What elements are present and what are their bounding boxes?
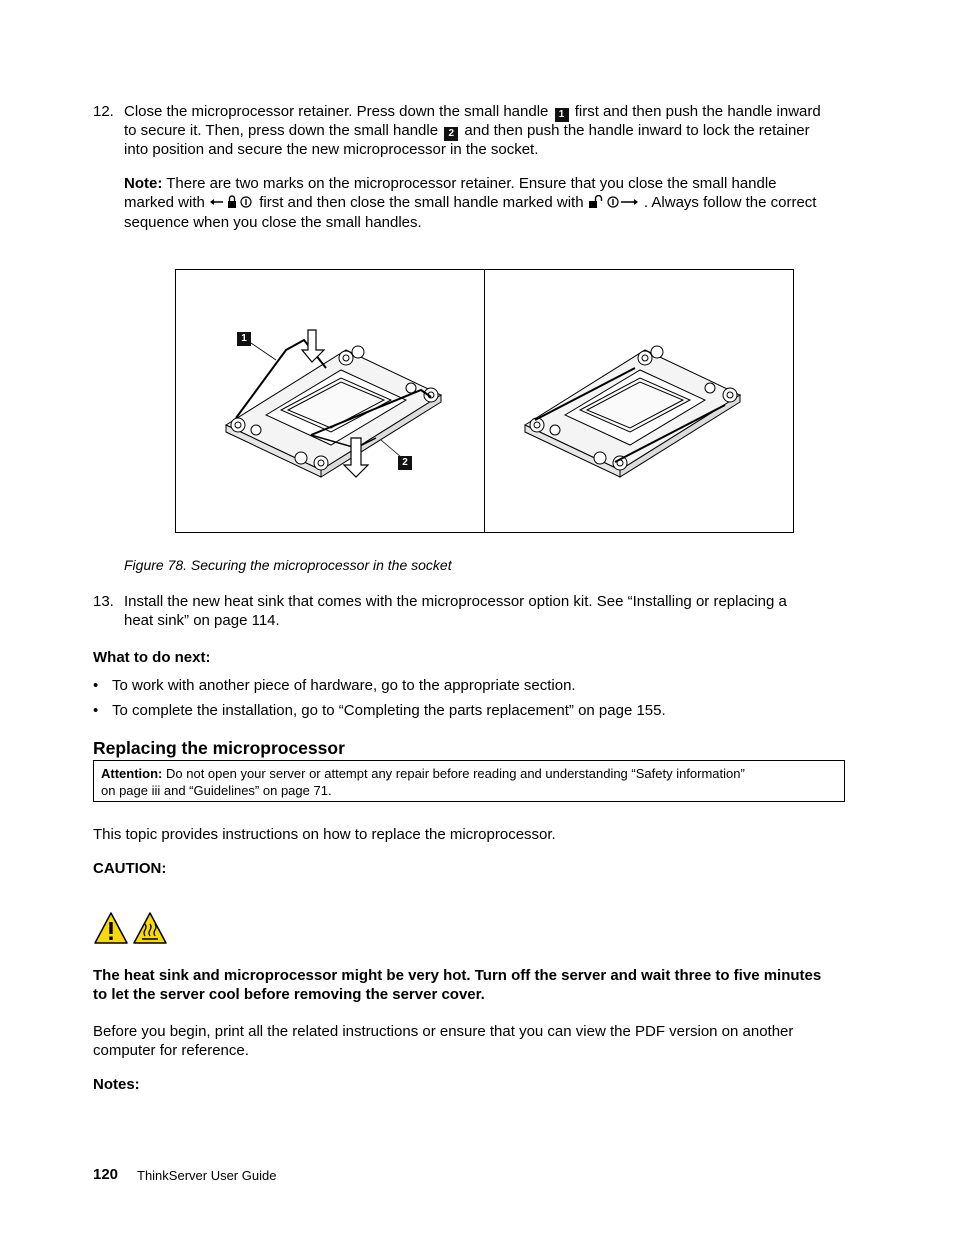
bullet-dot: •: [93, 702, 99, 719]
note-line-3: sequence when you close the small handles.: [124, 214, 422, 231]
step-12-text: [124, 103, 864, 160]
socket-closing-illustration: [176, 270, 484, 532]
attention-box: [93, 760, 845, 802]
arrow-lock-one-icon: [209, 195, 255, 215]
figure-frame: [175, 269, 794, 533]
step-13-text: [124, 593, 864, 630]
attention-label: Attention:: [101, 766, 163, 781]
step-12-line-2: to secure it. Then, press down the small handle 2 and then push the handle inward to lock the retainer: [124, 122, 810, 139]
note-line-2: marked with first and then close the small handle marked with . Always follow the correct: [124, 194, 864, 215]
document-title: ThinkServer User Guide: [137, 1168, 277, 1183]
note-block: [124, 175, 864, 233]
callout-badge: 1: [555, 108, 569, 122]
page-number: 120: [93, 1166, 119, 1183]
list-item: To complete the installation, go to “Completing the parts replacement” on page 155.: [112, 702, 666, 719]
step-number: 12.: [93, 103, 114, 120]
figure-caption: Figure 78. Securing the microprocessor in the socket: [124, 557, 452, 573]
hot-surface-icon: [132, 911, 168, 945]
note-line-1: Note: There are two marks on the microprocessor retainer. Ensure that you close the small handle: [124, 175, 777, 192]
attention-line-2: on page iii and “Guidelines” on page 71.: [101, 783, 332, 798]
attention-line-1: Attention: Do not open your server or attempt any repair before reading and understanding “Safety information”: [101, 766, 745, 781]
list-item: To work with another piece of hardware, go to the appropriate section.: [112, 677, 576, 694]
note-label: Note:: [124, 175, 163, 192]
step-number: 13.: [93, 593, 114, 610]
step-13-line-1: Install the new heat sink that comes with the microprocessor option kit. See “Installing or replacing a: [124, 593, 787, 610]
caution-label: CAUTION:: [93, 860, 167, 877]
what-to-do-next-heading: What to do next:: [93, 649, 211, 666]
bullet-dot: •: [93, 677, 99, 694]
warning-exclamation-icon: [93, 911, 129, 945]
figure-callout-1: 1: [237, 332, 251, 346]
socket-closed-illustration: [485, 270, 793, 532]
intro-paragraph: This topic provides instructions on how to replace the microprocessor.: [93, 826, 556, 843]
step-12-line-1: Close the microprocessor retainer. Press down the small handle 1 first and then push the handle inward: [124, 103, 821, 120]
callout-badge: 2: [444, 127, 458, 141]
section-title: Replacing the microprocessor: [93, 738, 345, 758]
notes-label: Notes:: [93, 1076, 140, 1093]
hot-warning-text: The heat sink and microprocessor might be very hot. Turn off the server and wait three to five minutes to let the server cool before removing the server cover.: [93, 967, 822, 1003]
step-12-line-3: into position and secure the new microprocessor in the socket.: [124, 141, 539, 158]
figure-callout-2: 2: [398, 456, 412, 470]
before-you-begin-paragraph: Before you begin, print all the related instructions or ensure that you can view the PDF version on another computer for reference.: [93, 1023, 794, 1059]
step-13-line-2: heat sink” on page 114.: [124, 611, 280, 629]
unlock-one-arrow-icon: [588, 195, 640, 215]
